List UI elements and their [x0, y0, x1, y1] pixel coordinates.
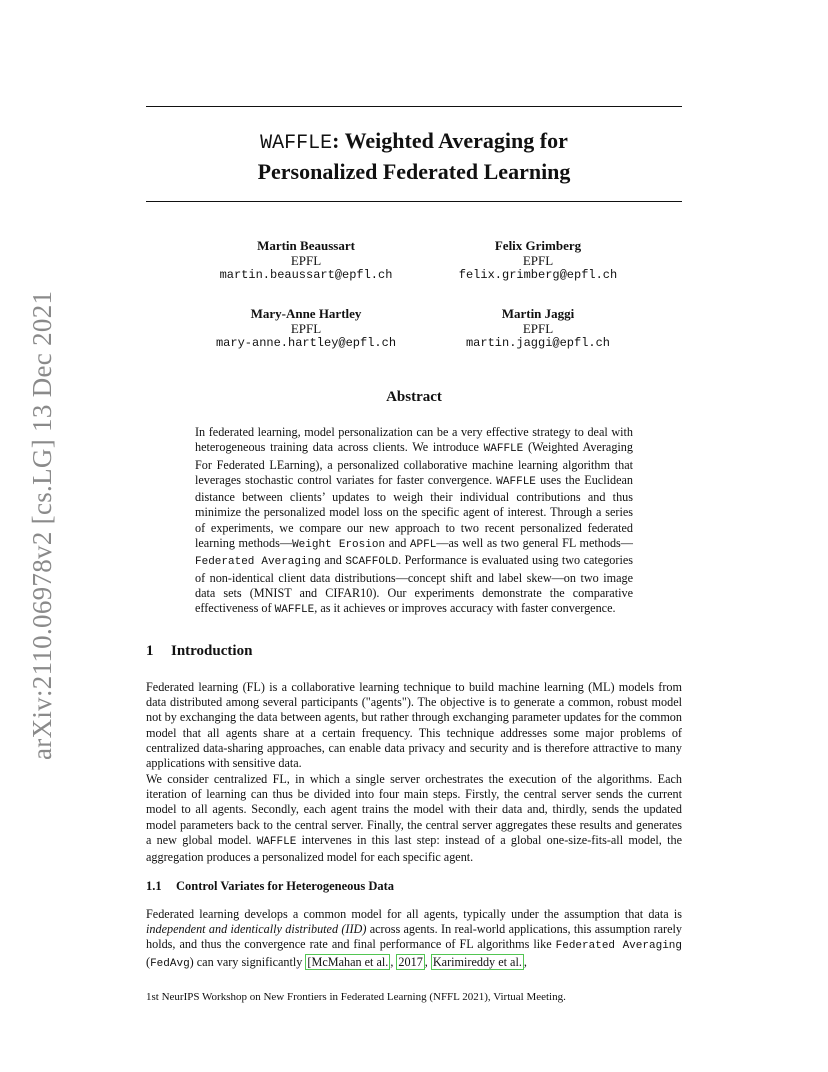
subsection-heading [146, 879, 394, 894]
method-name: APFL [409, 539, 437, 552]
method-name: Federated Averaging [195, 556, 321, 569]
method-name: FedAvg [150, 957, 190, 970]
author-name: Martin Jaggi [501, 306, 575, 321]
paper-title [146, 127, 682, 186]
section-number: 1 [146, 643, 154, 659]
method-name: Federated Averaging [555, 940, 682, 953]
method-name: WAFFLE [483, 443, 524, 456]
author-email[interactable]: felix.grimberg@epfl.ch [458, 268, 618, 282]
author-block [418, 306, 658, 351]
citation-link[interactable]: 2017 [398, 954, 423, 969]
author-name: Martin Beaussart [257, 238, 355, 253]
citation-link[interactable]: [McMahan et al. [307, 954, 389, 969]
author-affiliation: EPFL [290, 253, 322, 268]
method-name: SCAFFOLD [345, 556, 399, 569]
title-prefix: WAFFLE [260, 132, 333, 155]
footer-note: 1st NeurIPS Workshop on New Frontiers in Federated Learning (NFFL 2021), Virtual Meeting. [146, 991, 566, 1003]
method-name: WAFFLE [274, 604, 315, 617]
intro-paragraph: Federated learning (FL) is a collaborative learning technique to build machine learning (ML) models from data distributed among several participants ("agents"). The objective is to generate a common, robust model not by exchanging the data between agents, but rather through exchanging parameter updates for the common model that all agents share at a certain frequency. This technique addresses some major problems of centralized data-sharing approaches, can enable data privacy and security and is therefore attractive to many applications with sensitive data. [146, 680, 682, 771]
subsection-title: Control Variates for Heterogeneous Data [176, 879, 395, 893]
author-block [186, 306, 426, 351]
title-line1: : Weighted Averaging for [332, 128, 568, 153]
method-name: WAFFLE [496, 475, 536, 488]
author-email[interactable]: martin.beaussart@epfl.ch [219, 268, 393, 282]
title-line2: Personalized Federated Learning [257, 159, 571, 184]
emphasis-text: independent and identically distributed (IID) [146, 922, 367, 937]
author-block [186, 238, 426, 283]
citation-link[interactable]: Karimireddy et al. [432, 954, 522, 969]
abstract-heading: Abstract [386, 389, 442, 405]
method-name: Weight Erosion [292, 539, 386, 552]
title-rule-bottom [146, 201, 682, 202]
author-affiliation: EPFL [290, 321, 322, 336]
author-email[interactable]: mary-anne.hartley@epfl.ch [215, 336, 397, 350]
section-title: Introduction [171, 643, 253, 659]
intro-paragraph: We consider centralized FL, in which a single server orchestrates the execution of the algorithms. Each iteration of learning can thus be divided into four main steps. Firstly, the central server sends the current model to all agents. Secondly, each agent trains the model with their data and, thirdly, sends the updated model parameters back to the central server. Finally, the central server aggregates these results and generates a new global model. WAFFLE intervenes in this last step: instead of a global one-size-fits-all model, the aggregation produces a personalized model for each specific agent. [146, 772, 682, 865]
arxiv-identifier[interactable]: arXiv:2110.06978v2 [cs.LG] 13 Dec 2021 [27, 290, 57, 760]
subsection-number: 1.1 [146, 879, 162, 893]
author-name: Felix Grimberg [494, 238, 582, 253]
author-block [418, 238, 658, 283]
author-affiliation: EPFL [522, 253, 554, 268]
section-heading-introduction [146, 643, 252, 660]
subsection-paragraph: Federated learning develops a common model for all agents, typically under the assumption that data is independent and identically distributed (IID) across agents. In real-world applications, this assumption rarely holds, and thus the convergence rate and final performance of FL algorithms like Federated Averaging (FedAvg) can vary significantly [McMahan et al. , 2017 , Karimireddy et al. , [146, 907, 683, 970]
author-name: Mary-Anne Hartley [250, 306, 362, 321]
author-email[interactable]: martin.jaggi@epfl.ch [465, 336, 611, 350]
method-name: WAFFLE [256, 835, 297, 848]
title-rule-top [146, 106, 682, 107]
author-affiliation: EPFL [522, 321, 554, 336]
abstract-body: In federated learning, model personalization can be a very effective strategy to deal with heterogeneous training data across clients. We introduce WAFFLE (Weighted Averaging For Federated LEarning), a personalized collaborative machine learning algorithm that leverages stochastic control variates for faster convergence. WAFFLE uses the Euclidean distance between clients’ updates to weigh their individual contributions and thus minimize the personalized model loss on the specific agent of interest. Through a series of experiments, we compare our new approach to two recent personalized federated learning methods—Weight Erosion and APFL—as well as two general FL methods—Federated Averaging and SCAFFOLD. Performance is evaluated using two categories of non-identical client data distributions—concept shift and label skew—on two image data sets (MNIST and CIFAR10). Our experiments demonstrate the comparative effectiveness of WAFFLE, as it achieves or improves accuracy with faster convergence. [195, 425, 633, 617]
